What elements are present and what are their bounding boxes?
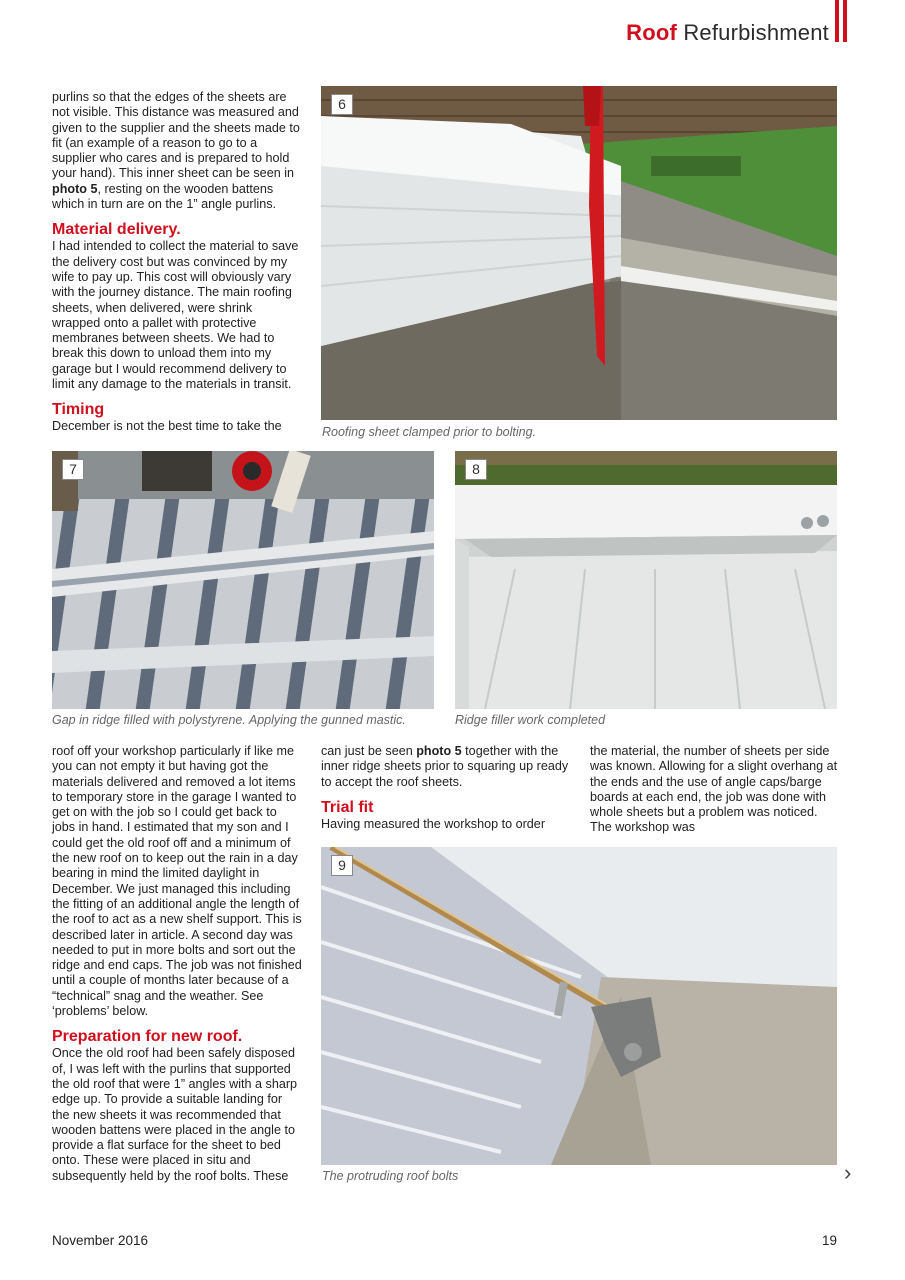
photo-6-image (321, 86, 837, 420)
photo-ref: photo 5 (52, 181, 98, 196)
paragraph-material-delivery: I had intended to collect the material to save the delivery cost but was convinced by my wife to pay up. This cost will obviously vary with the journey distance. The main roofing sheets, when delivered, were shrink wrapped onto a pallet with protective membranes between sheets. We had to break this down to unload them into my garage but I would recommend delivery to limit any damage to the materials in transit. (52, 239, 299, 392)
heading-trial-fit: Trial fit (321, 798, 374, 816)
header-accent-bars (835, 0, 847, 42)
photo-7-number: 7 (62, 459, 84, 480)
text-column-1 (52, 744, 302, 1184)
paragraph-inner-ridge: can just be seen photo 5 together with the inner ridge sheets prior to squaring up ready to accept the roof sheets. (321, 744, 569, 789)
heading-timing: Timing (52, 401, 105, 419)
header-title: Refurbishment (683, 20, 829, 45)
footer-date: November 2016 (52, 1233, 149, 1248)
photo-6-caption: Roofing sheet clamped prior to bolting. (322, 425, 537, 439)
text-column-2 (321, 744, 571, 832)
header-highlight: Roof (626, 20, 678, 45)
photo-9-caption: The protruding roof bolts (322, 1169, 459, 1183)
text-column-3 (590, 744, 838, 836)
photo-8-number: 8 (465, 459, 487, 480)
next-page-arrow-icon[interactable]: › (844, 1160, 852, 1185)
photo-9-image (321, 847, 837, 1165)
running-header (626, 20, 829, 46)
photo-6-number: 6 (331, 94, 353, 115)
paragraph-workshop: roof off your workshop particularly if like me you can not empty it but having got the materials delivered and removed a lot items to temporary store in the garage I wanted to get on with the job so I could get back to jobs in hand. I estimated that my son and I could get the old roof off and a minimum of the new roof on to keep out the rain in a day bearing in mind the limited daylight in December. We just managed this including the fitting of an additional angle the length of the roof to act as a new shelf support. This is described later in article. A second day was needed to put in more bolts and sort out the ridge and end caps. The job was not finished until a couple of months later because of a “technical” snag and the weather. See ‘problems’ below. (52, 744, 302, 1019)
paragraph-sheets: the material, the number of sheets per side was known. Allowing for a slight overhang at the ends and the use of angle caps/barge boards at each end, the job was done with whole sheets but a problem was noticed. The workshop was (590, 744, 838, 835)
text-column-top (52, 90, 302, 435)
paragraph-timing: December is not the best time to take the (52, 419, 282, 434)
photo-7-image (52, 451, 434, 709)
paragraph-preparation: Once the old roof had been safely disposed of, I was left with the purlins that supported the old roof that were 1” angles with a sharp edge up. To provide a suitable landing for the new sheets it was recommended that wooden battens were placed in the angle to provide a flat surface for the sheet to bed onto. These were placed in situ and subsequently held by the roof bolts. These (52, 1046, 298, 1183)
photo-9-number: 9 (331, 855, 353, 876)
photo-8 (455, 451, 837, 709)
photo-8-image (455, 451, 837, 709)
heading-preparation: Preparation for new roof. (52, 1028, 243, 1046)
photo-7 (52, 451, 434, 709)
paragraph-purlins: purlins so that the edges of the sheets are not visible. This distance was measured and given to the supplier and the sheets made to fit (an example of a reason to go to a supplier who cares and is prepared to hold your hand). This inner sheet can be seen in photo 5, resting on the wooden battens which in turn are on the 1” angle purlins. (52, 90, 300, 212)
heading-material-delivery: Material delivery. (52, 221, 181, 239)
paragraph-trial-fit: Having measured the workshop to order (321, 816, 546, 831)
photo-8-caption: Ridge filler work completed (455, 713, 606, 727)
photo-6 (321, 86, 837, 420)
photo-7-caption: Gap in ridge filled with polystyrene. Applying the gunned mastic. (52, 713, 406, 727)
photo-ref: photo 5 (416, 744, 462, 758)
page-number: 19 (822, 1233, 838, 1248)
photo-9 (321, 847, 837, 1165)
